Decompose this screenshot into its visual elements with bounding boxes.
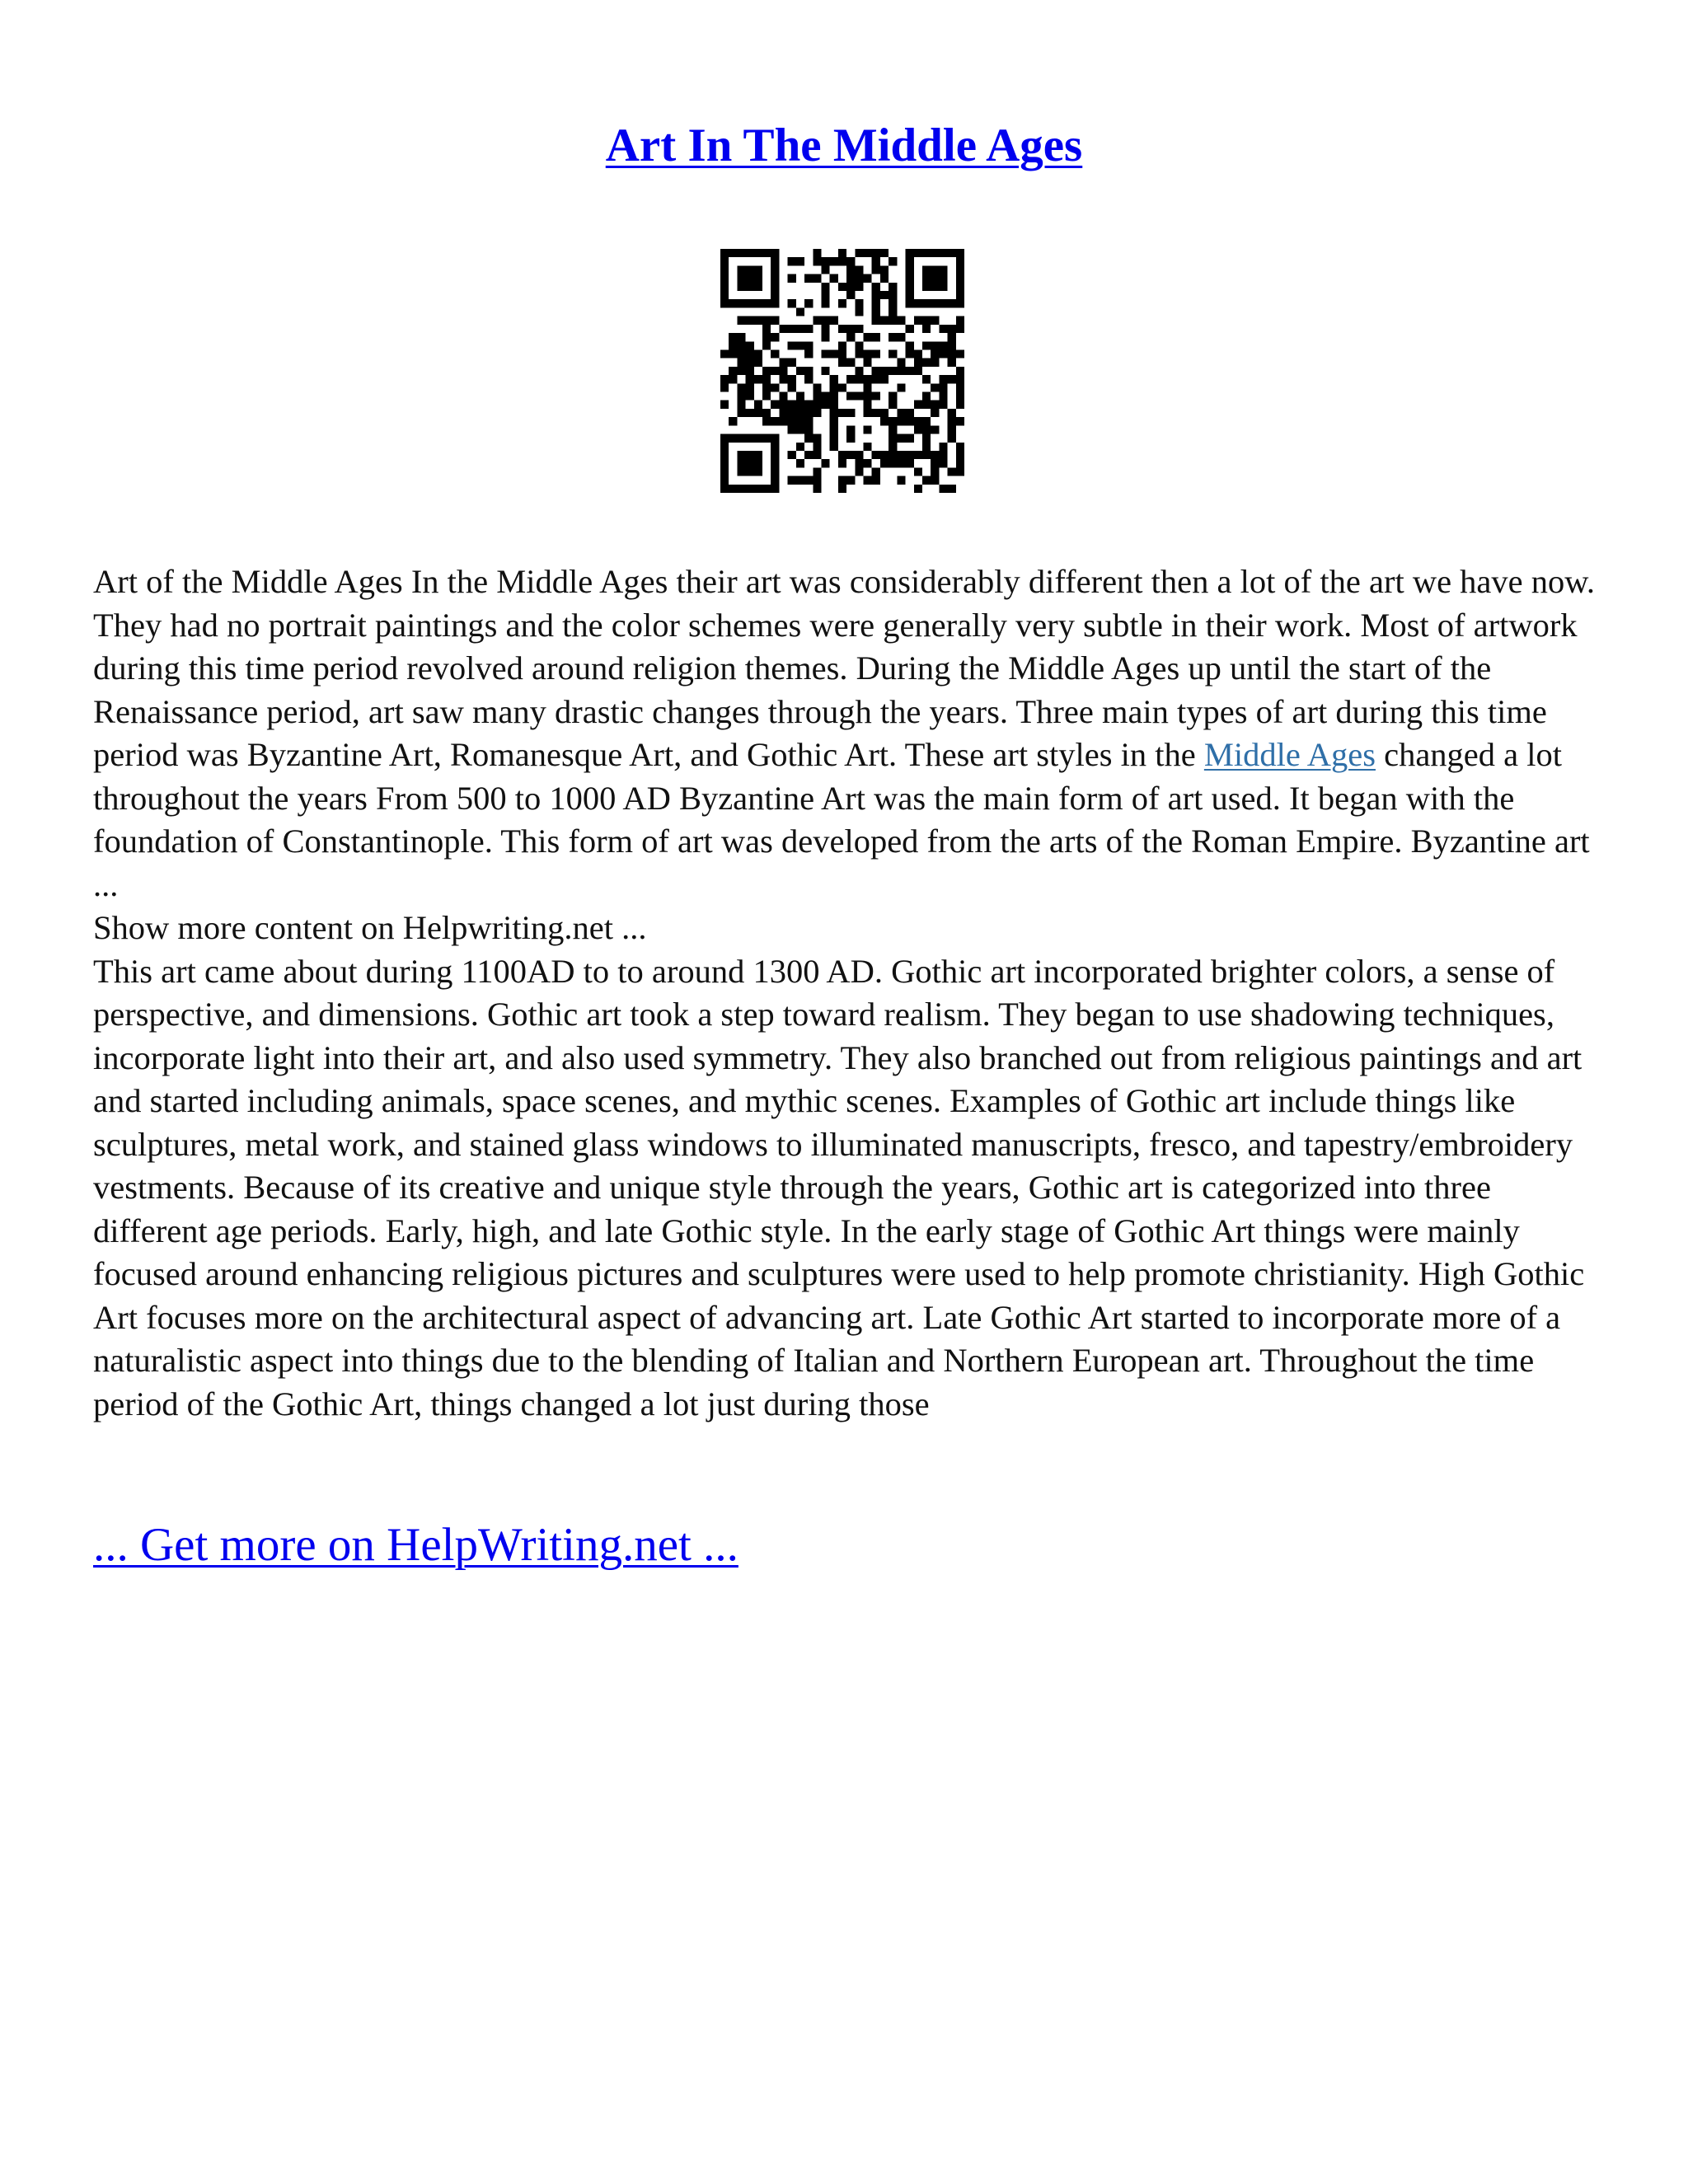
- page-title: [0, 117, 1688, 175]
- get-more-link[interactable]: ... Get more on HelpWriting.net ...: [93, 1519, 738, 1571]
- paragraph-1-text-b: changed a lot throughout the years From 500 to 1000 AD Byzantine Art was the main form of art used. It began with the foundation of Constantinople. This form of art was developed from the arts of the Roman Empire. Byzantine art ...: [93, 736, 1590, 903]
- paragraph-1: [93, 560, 1610, 950]
- title-link[interactable]: Art In The Middle Ages: [605, 120, 1083, 171]
- show-more-text: Show more content on Helpwriting.net ...: [93, 909, 647, 946]
- paragraph-2: This art came about during 1100AD to to around 1300 AD. Gothic art incorporated brighter colors, a sense of perspective, and dimensions. Gothic art took a step toward realism. They began to use shadowing techniques, incorporate light into their art, and also used symmetry. They also branched out from religious paintings and art and started including animals, space scenes, and mythic scenes. Examples of Gothic art include things like sculptures, metal work, and stained glass windows to illuminated manuscripts, fresco, and tapestry/embroidery vestments. Because of its creative and unique style through the years, Gothic art is categorized into three different age periods. Early, high, and late Gothic style. In the early stage of Gothic Art things were mainly focused around enhancing religious pictures and sculptures were used to help promote christianity. High Gothic Art focuses more on the architectural aspect of advancing art. Late Gothic Art started to incorporate more of a naturalistic aspect into things due to the blending of Italian and Northern European art. Throughout the time period of the Gothic Art, things changed a lot just during those: [93, 952, 1585, 1422]
- qr-code-icon: [720, 249, 964, 493]
- get-more-section: [93, 1516, 738, 1574]
- article-body: [93, 560, 1610, 1426]
- middle-ages-link[interactable]: Middle Ages: [1203, 736, 1376, 773]
- paragraph-1-text-a: Art of the Middle Ages In the Middle Ages their art was considerably different then a lot of the art we have now. They had no portrait paintings and the color schemes were generally very subtle in their work. Most of artwork during this time period revolved around religion themes. During the Middle Ages up until the start of the Renaissance period, art saw many drastic changes through the years. Three main types of art during this time period was Byzantine Art, Romanesque Art, and Gothic Art. These art styles in the: [93, 563, 1595, 773]
